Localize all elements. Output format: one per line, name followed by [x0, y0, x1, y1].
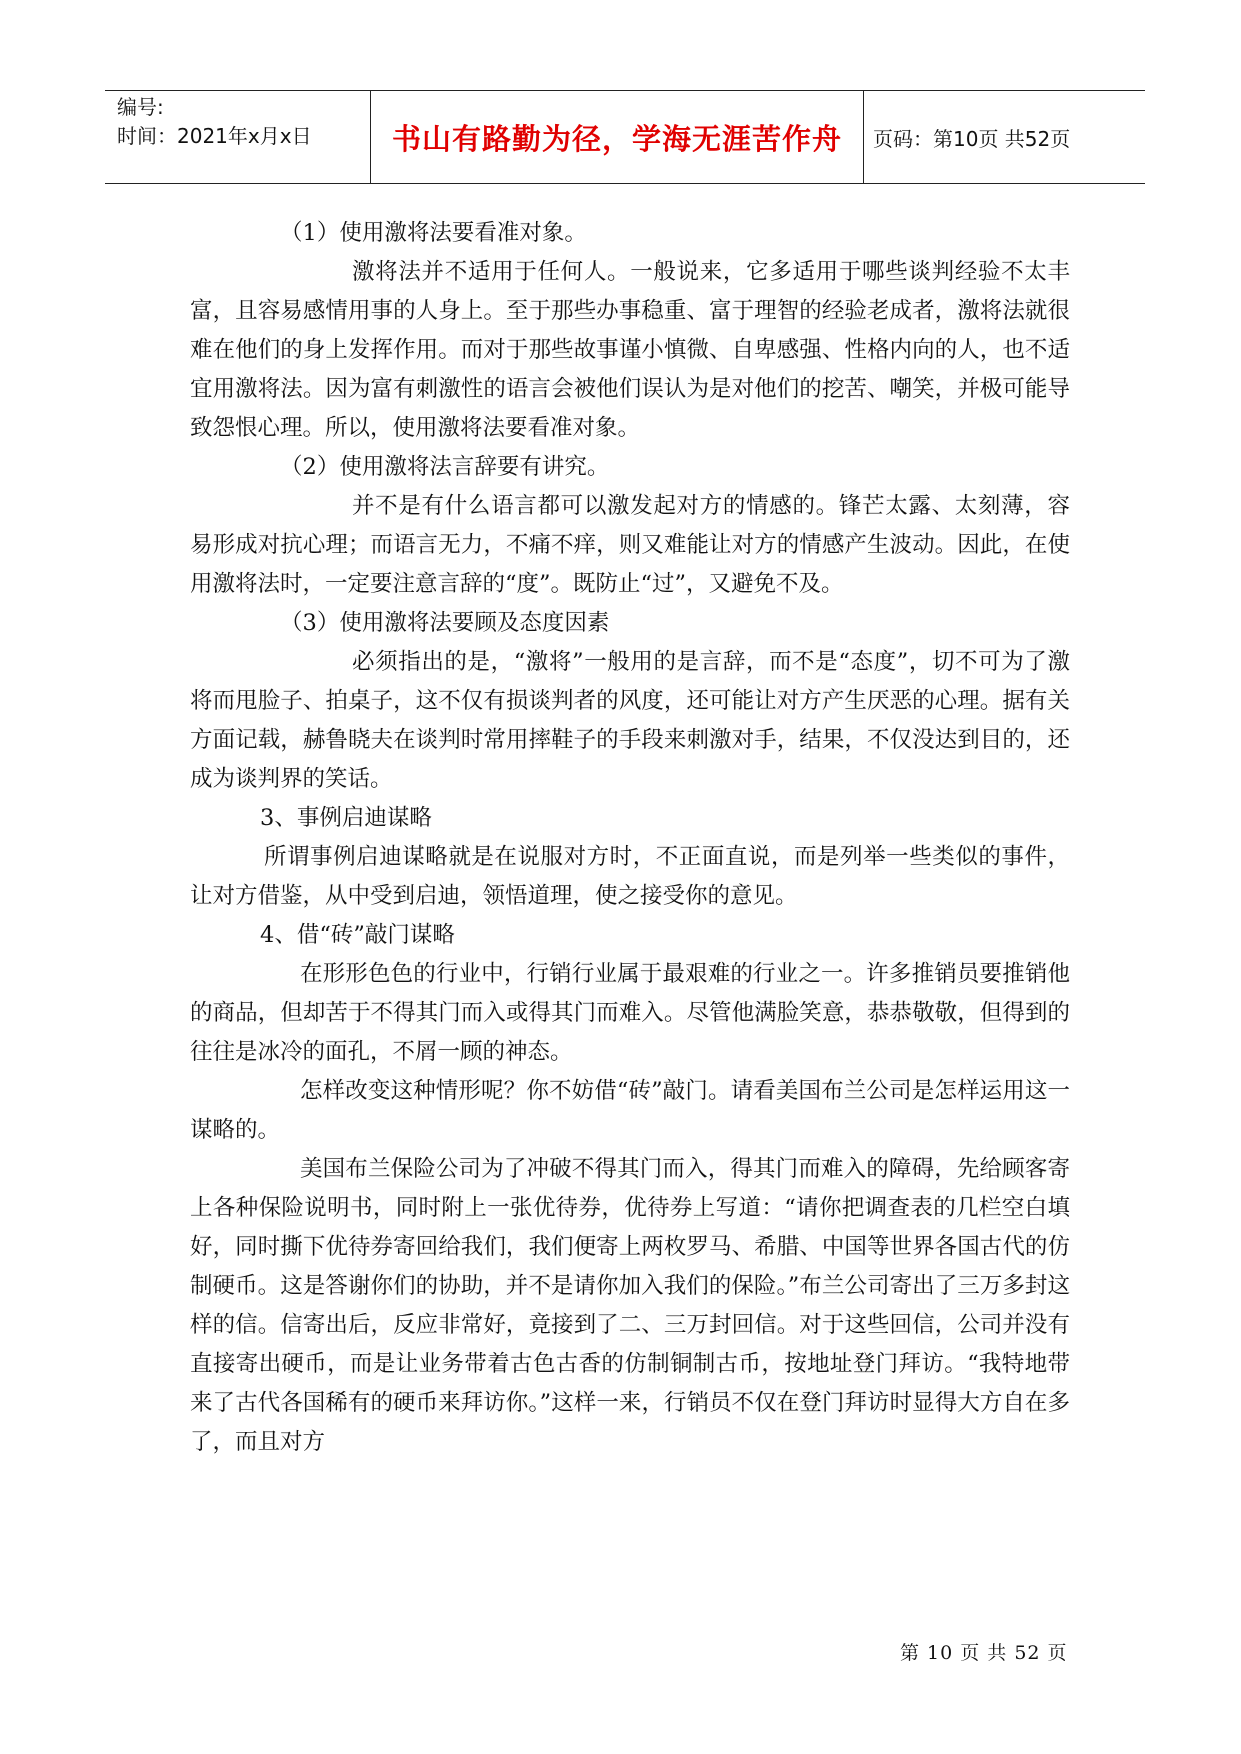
header-divider-right	[863, 91, 864, 183]
page-header	[105, 90, 1145, 184]
paragraph-7: 美国布兰保险公司为了冲破不得其门而入，得其门而难入的障碍，先给顾客寄上各种保险说明书，同时附上一张优待券，优待券上写道：“请你把调查表的几栏空白填好，同时撕下优待券寄回给我们，我们便寄上两枚罗马、希腊、中国等世界各国古代的仿制硬币。这是答谢你们的协助，并不是请你加入我们的保险。”布兰公司寄出了三万多封这样的信。信寄出后，反应非常好，竟接到了二、三万封回信。对于这些回信，公司并没有直接寄出硬币，而是让业务带着古色古香的仿制铜制古币，按地址登门拜访。“我特地带来了古代各国稀有的硬币来拜访你。”这样一来，行销员不仅在登门拜访时显得大方自在多了，而且对方	[190, 1156, 1070, 1455]
section-heading-3: 3、事例启迪谋略	[260, 805, 432, 831]
section-heading-4: 4、借“砖”敲门谋略	[260, 922, 455, 948]
paragraph-1: 激将法并不适用于任何人。一般说来，它多适用于哪些谈判经验不太丰富，且容易感情用事的人身上。至于那些办事稳重、富于理智的经验老成者，激将法就很难在他们的身上发挥作用。而对于那些故事谨小慎微、自卑感强、性格内向的人，也不适宜用激将法。因为富有刺激性的语言会被他们误认为是对他们的挖苦、嘲笑，并极可能导致怨恨心理。所以，使用激将法要看准对象。	[190, 259, 1070, 441]
document-body	[190, 214, 1070, 1462]
paragraph-2: 并不是有什么语言都可以激发起对方的情感的。锋芒太露、太刻薄，容易形成对抗心理；而语言无力，不痛不痒，则又难能让对方的情感产生波动。因此，在使用激将法时，一定要注意言辞的“度”。既防止“过”，又避免不及。	[190, 493, 1070, 597]
subheading-3: （3）使用激将法要顾及态度因素	[280, 610, 610, 636]
paragraph-3: 必须指出的是，“激将”一般用的是言辞，而不是“态度”，切不可为了激将而甩脸子、拍桌子，这不仅有损谈判者的风度，还可能让对方产生厌恶的心理。据有关方面记载，赫鲁晓夫在谈判时常用摔鞋子的手段来刺激对手，结果，不仅没达到目的，还成为谈判界的笑话。	[190, 649, 1070, 792]
page-footer: 第 10 页 共 52 页	[900, 1642, 1068, 1664]
header-divider-left	[370, 91, 371, 183]
header-page-info: 页码：第10页 共52页	[873, 126, 1071, 151]
document-time-label: 时间：2021年x月x日	[117, 124, 312, 148]
paragraph-4: 所谓事例启迪谋略就是在说服对方时，不正面直说，而是列举一些类似的事件，让对方借鉴，从中受到启迪，领悟道理，使之接受你的意见。	[190, 844, 1070, 909]
paragraph-6: 怎样改变这种情形呢？你不妨借“砖”敲门。请看美国布兰公司是怎样运用这一谋略的。	[190, 1078, 1070, 1143]
header-left-block	[117, 93, 312, 151]
header-motto: 书山有路勤为径，学海无涯苦作舟	[391, 121, 842, 156]
subheading-2: （2）使用激将法言辞要有讲究。	[280, 454, 610, 480]
subheading-1: （1）使用激将法要看准对象。	[280, 220, 587, 246]
paragraph-5: 在形形色色的行业中，行销行业属于最艰难的行业之一。许多推销员要推销他的商品，但却苦于不得其门而入或得其门而难入。尽管他满脸笑意，恭恭敬敬，但得到的往往是冰冷的面孔，不屑一顾的神态。	[190, 961, 1070, 1065]
document-number-label: 编号:	[117, 95, 164, 119]
